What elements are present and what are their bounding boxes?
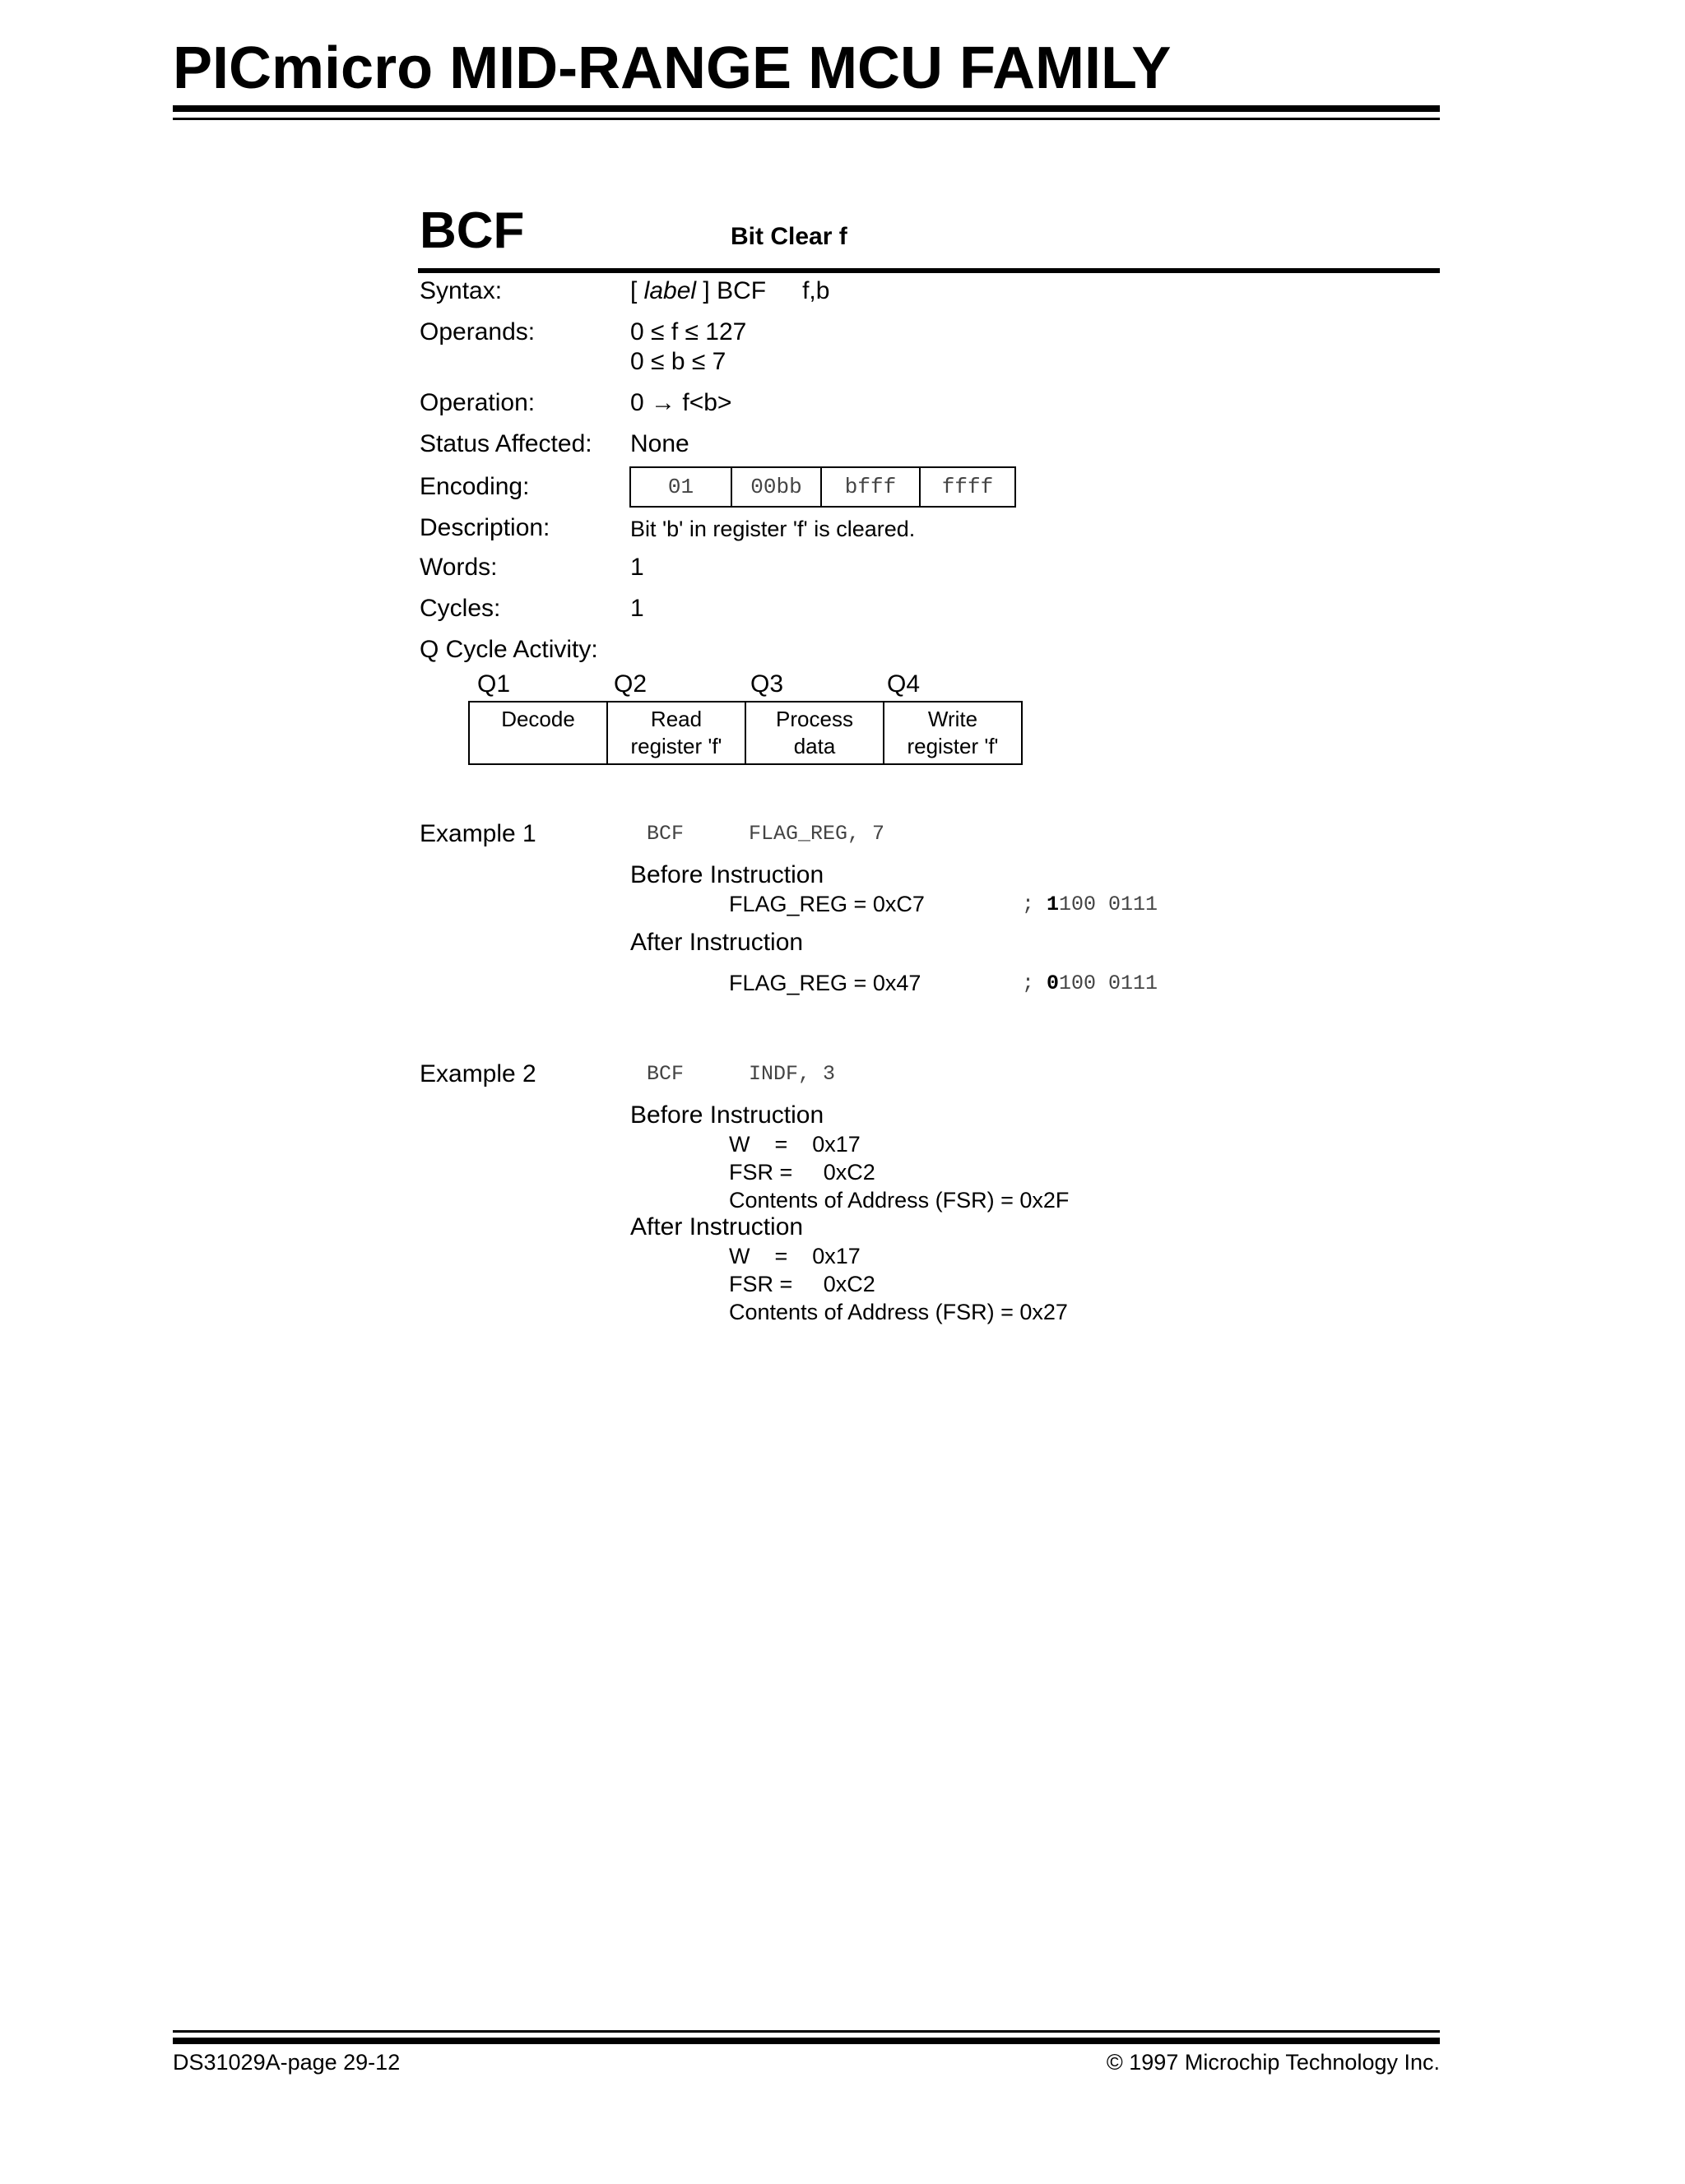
example2-label: Example 2	[420, 1060, 536, 1087]
syntax-open: [	[630, 277, 644, 304]
comment-rest: 100 0111	[1059, 893, 1158, 916]
example2-after-w: W = 0x17	[729, 1244, 861, 1268]
encoding-cell: bfff	[821, 467, 920, 507]
q-head: Q3	[750, 670, 784, 698]
footer-copyright: © 1997 Microchip Technology Inc.	[1106, 2050, 1440, 2075]
example2-after-contents: Contents of Address (FSR) = 0x27	[729, 1300, 1068, 1324]
comment-prefix: ;	[1022, 971, 1047, 995]
instruction-mnemonic: BCF	[420, 202, 525, 259]
q-cell-line1: Write	[927, 707, 978, 731]
operands-line1: 0 ≤ f ≤ 127	[630, 318, 747, 345]
status-label: Status Affected:	[420, 430, 592, 457]
description-value: Bit 'b' in register 'f' is cleared.	[630, 517, 916, 541]
example1-before-label: Before Instruction	[630, 861, 824, 888]
example2-after-label: After Instruction	[630, 1213, 804, 1240]
qcycle-label: Q Cycle Activity:	[420, 636, 598, 663]
status-value: None	[630, 430, 689, 457]
q-cell-line1: Process	[776, 707, 853, 731]
q-cell-line2: register 'f'	[630, 734, 722, 758]
operands-line2: 0 ≤ b ≤ 7	[630, 348, 726, 375]
example1-after-reg: FLAG_REG = 0x47	[729, 971, 921, 995]
words-value: 1	[630, 554, 644, 581]
q-cell-line1: Decode	[501, 707, 575, 731]
example1-code-op: BCF	[647, 822, 685, 846]
syntax-rest: ] BCF	[696, 277, 767, 304]
cycles-value: 1	[630, 595, 644, 622]
syntax-operands: f,b	[802, 277, 830, 304]
encoding-cell: 00bb	[731, 467, 821, 507]
q-cell	[607, 702, 745, 764]
q-cell	[745, 702, 884, 764]
footer-page-number: DS31029A-page 29-12	[173, 2050, 401, 2075]
comment-rest: 100 0111	[1059, 971, 1158, 995]
q-head: Q2	[614, 670, 648, 698]
example2-code-args: INDF, 3	[749, 1062, 836, 1086]
operation-label: Operation:	[420, 389, 536, 416]
example1-before-reg: FLAG_REG = 0xC7	[729, 892, 925, 916]
comment-bit: 1	[1047, 893, 1060, 916]
q-head: Q1	[477, 670, 511, 698]
operation-value: 0 → f<b>	[630, 389, 732, 416]
family-title: PICmicro MID-RANGE MCU FAMILY	[173, 35, 1172, 101]
example2-before-label: Before Instruction	[630, 1101, 824, 1129]
example1-after-comment	[1022, 971, 1158, 997]
q-cell	[884, 702, 1022, 764]
syntax-value	[630, 276, 829, 306]
q-head: Q4	[887, 670, 921, 698]
example2-after-fsr: FSR = 0xC2	[729, 1272, 875, 1296]
q-cell-line1: Read	[650, 707, 703, 731]
operands-label: Operands:	[420, 318, 536, 345]
example1-code-args: FLAG_REG, 7	[749, 822, 885, 846]
example2-code-op: BCF	[647, 1062, 685, 1086]
syntax-label: Syntax:	[420, 277, 503, 304]
comment-bit: 0	[1047, 971, 1060, 995]
q-cycle-table	[468, 701, 1023, 765]
instruction-name: Bit Clear f	[731, 223, 847, 250]
example2-before-contents: Contents of Address (FSR) = 0x2F	[729, 1188, 1070, 1213]
footer-rule-thick	[173, 2038, 1440, 2044]
header-rule-thick	[173, 105, 1440, 112]
encoding-table	[629, 466, 1016, 508]
instruction-title-rule	[418, 268, 1440, 273]
example1-after-label: After Instruction	[630, 929, 804, 956]
example1-before-comment	[1022, 892, 1158, 918]
q-cell-line2: register 'f'	[907, 734, 999, 758]
encoding-cell: 01	[630, 467, 731, 507]
encoding-label: Encoding:	[420, 473, 530, 500]
description-label: Description:	[420, 514, 550, 541]
example1-label: Example 1	[420, 820, 536, 847]
example2-before-fsr: FSR = 0xC2	[729, 1160, 875, 1185]
syntax-label-word: label	[643, 277, 697, 304]
example2-before-w: W = 0x17	[729, 1132, 861, 1157]
words-label: Words:	[420, 554, 498, 581]
footer-rule-thin	[173, 2030, 1440, 2033]
q-cell-line2: data	[793, 734, 836, 758]
encoding-cell: ffff	[920, 467, 1015, 507]
comment-prefix: ;	[1022, 893, 1047, 916]
header-rule-thin	[173, 118, 1440, 120]
cycles-label: Cycles:	[420, 595, 501, 622]
q-cell	[469, 702, 607, 764]
